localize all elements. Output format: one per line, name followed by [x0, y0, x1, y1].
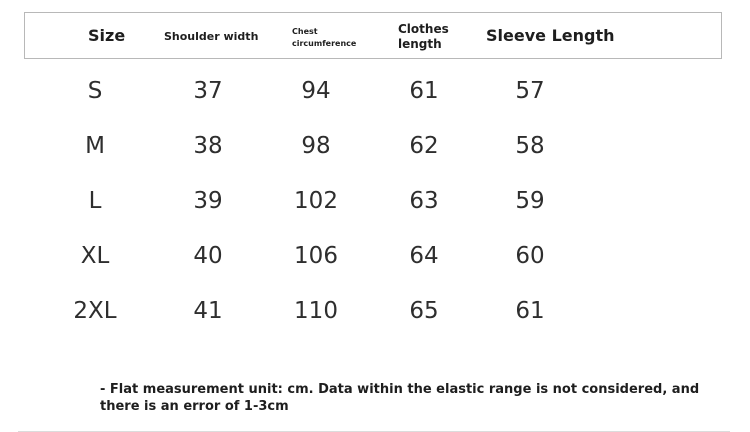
- cell-chest: 110: [294, 298, 338, 324]
- cell-sleeve: 58: [515, 133, 545, 159]
- cell-shoulder: 41: [193, 298, 223, 324]
- cell-length: 65: [409, 298, 439, 324]
- cell-size: S: [87, 78, 103, 104]
- header-shoulder-width: Shoulder width: [164, 30, 259, 43]
- table-row: [0, 186, 750, 216]
- cell-sleeve: 60: [515, 243, 545, 269]
- cell-chest: 106: [294, 243, 338, 269]
- cell-size: XL: [80, 243, 110, 269]
- cell-shoulder: 39: [193, 188, 223, 214]
- cell-size: M: [85, 133, 105, 159]
- header-chest-line2: circumference: [292, 39, 357, 48]
- cell-length: 63: [409, 188, 439, 214]
- header-clothes-length: [398, 22, 449, 52]
- table-row: [0, 296, 750, 326]
- cell-sleeve: 57: [515, 78, 545, 104]
- cell-shoulder: 38: [193, 133, 223, 159]
- cell-chest: 94: [301, 78, 331, 104]
- measurement-note: [100, 381, 700, 415]
- cell-sleeve: 59: [515, 188, 545, 214]
- cell-length: 64: [409, 243, 439, 269]
- cell-size: 2XL: [73, 298, 117, 324]
- cell-size: L: [88, 188, 102, 214]
- table-row: [0, 131, 750, 161]
- table-header: [24, 12, 722, 59]
- header-size: Size: [88, 26, 126, 45]
- cell-length: 62: [409, 133, 439, 159]
- note-line2: there is an error of 1-3cm: [100, 399, 289, 414]
- note-line1: - Flat measurement unit: cm. Data within the elastic range is not considered, and: [100, 382, 700, 397]
- header-length-line2: length: [398, 37, 442, 51]
- header-chest-circumference: [292, 26, 356, 50]
- header-chest-line1: Chest: [292, 27, 318, 36]
- table-row: [0, 241, 750, 271]
- cell-chest: 102: [294, 188, 338, 214]
- table-row: [0, 76, 750, 106]
- header-length-line1: Clothes: [398, 22, 449, 36]
- cell-shoulder: 37: [193, 78, 223, 104]
- cell-sleeve: 61: [515, 298, 545, 324]
- header-sleeve-length: Sleeve Length: [486, 26, 615, 45]
- cell-shoulder: 40: [193, 243, 223, 269]
- cell-chest: 98: [301, 133, 331, 159]
- cell-length: 61: [409, 78, 439, 104]
